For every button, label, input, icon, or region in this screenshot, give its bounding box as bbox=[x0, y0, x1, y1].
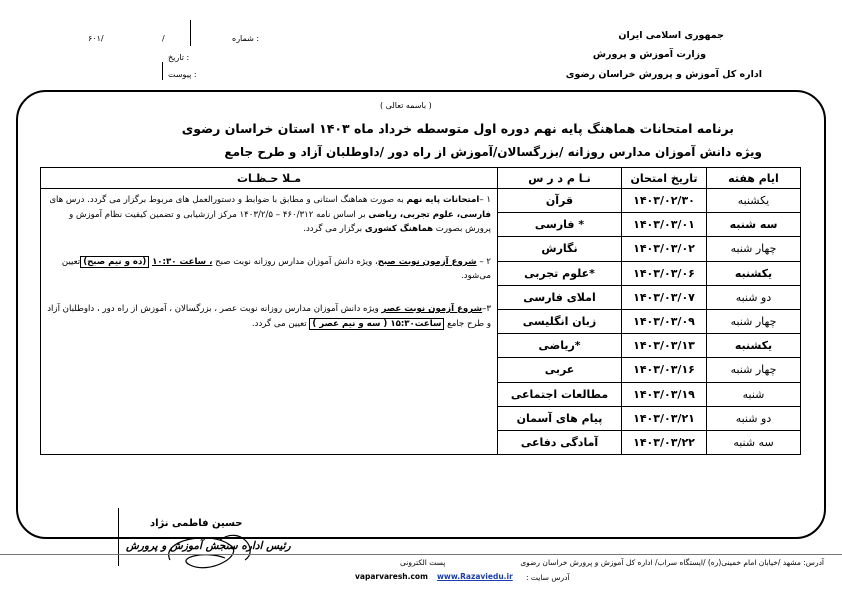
cell-date: ۱۴۰۳/۰۳/۰۹ bbox=[622, 309, 707, 333]
note-2: ۲ – شروع آزمون نوبت صبح، ویژه دانش آموزان مدارس روزانه نوبت صبح ، ساعت ۱۰:۳۰ (ده و نیم صبح)تعیین می‌شود. bbox=[61, 256, 491, 282]
bismillah: ( باسمه تعالی ) bbox=[380, 101, 432, 110]
meta-divider bbox=[162, 62, 163, 80]
cell-date: ۱۴۰۳/۰۳/۰۲ bbox=[622, 237, 707, 261]
cell-lesson: *علوم تجربی bbox=[498, 261, 622, 285]
cell-date: ۱۴۰۳/۰۳/۲۱ bbox=[622, 406, 707, 430]
footer-site-label: آدرس سایت : bbox=[526, 573, 570, 582]
cell-date: ۱۴۰۳/۰۳/۰۱ bbox=[622, 213, 707, 237]
cell-date: ۱۴۰۳/۰۳/۱۹ bbox=[622, 382, 707, 406]
signer-name: حسین فاطمی نژاد bbox=[150, 518, 243, 529]
cell-date: ۱۴۰۳/۰۳/۰۷ bbox=[622, 285, 707, 309]
table-row bbox=[41, 189, 801, 213]
header-date: تاریخ امتحان bbox=[622, 168, 707, 189]
cell-day: چهار شنبه bbox=[707, 309, 801, 333]
footer-email-domain: vaparvaresh.com bbox=[355, 572, 428, 581]
cell-day: دو شنبه bbox=[707, 406, 801, 430]
exam-schedule-table bbox=[40, 167, 801, 455]
cell-lesson: املای فارسی bbox=[498, 285, 622, 309]
page-subtitle: ویژه دانش آموزان مدارس روزانه /بزرگسالان/آموزش از راه دور /داوطلبان آزاد و طرح جامع bbox=[224, 145, 762, 159]
cell-lesson: *ریاضی bbox=[498, 334, 622, 358]
cell-date: ۱۴۰۳/۰۳/۱۳ bbox=[622, 334, 707, 358]
cell-day: شنبه bbox=[707, 382, 801, 406]
footer-address: آدرس: مشهد /خیابان امام خمینی(ره) /ایستگاه سراب/ اداره کل آموزش و پرورش خراسان رضوی bbox=[520, 558, 824, 567]
letter-attachment-label: پیوست : bbox=[168, 70, 197, 79]
letter-number-slash: / bbox=[162, 34, 165, 43]
cell-lesson: * فارسی bbox=[498, 213, 622, 237]
cell-day: سه شنبه bbox=[707, 213, 801, 237]
header-day: ایام هفته bbox=[707, 168, 801, 189]
signature-scribble-icon bbox=[150, 520, 270, 580]
cell-day: یکشنبه bbox=[707, 189, 801, 213]
signature-divider bbox=[118, 508, 119, 566]
header-notes: مـلا حـظـات bbox=[41, 168, 498, 189]
meta-divider bbox=[190, 20, 191, 46]
cell-day: یکشنبه bbox=[707, 261, 801, 285]
footer-email-label: پست الکترونی bbox=[400, 558, 446, 567]
note-3: ۳–شروع آزمون نوبت عصر ویژه دانش آموزان مدارس روزانه نوبت عصر ، بزرگسالان ، آموزش از راه دور ، داوطلبان آزاد و طرح جامع ساعت۱۵:۳۰ ( سه و نیم عصر ) تعیین می گردد. bbox=[47, 303, 491, 329]
letter-date-label: تاریخ : bbox=[168, 53, 190, 62]
header-lesson: نـا م د ر س bbox=[498, 168, 622, 189]
cell-date: ۱۴۰۳/۰۳/۱۶ bbox=[622, 358, 707, 382]
cell-date: ۱۴۰۳/۰۲/۳۰ bbox=[622, 189, 707, 213]
note-1: ۱ –امتحانات پایه نهم به صورت هماهنگ استانی و مطابق با ضوابط و دستورالعمل های مربوط برگزار می گردد. درس های فارسی، علوم تجربی، ریاضی بر اساس نامه ۴۶۰/۳۱۲ – ۱۴۰۳/۲/۵ مرکز ارزشیابی و تضمین کیفیت نظام آموزش و پرورش بصورت هماهنگ کشوری برگزار می گردد. bbox=[49, 195, 491, 235]
letterhead-ministry: وزارت آموزش و پرورش bbox=[592, 49, 706, 60]
cell-lesson: پیام های آسمان bbox=[498, 406, 622, 430]
cell-date: ۱۴۰۳/۰۳/۲۲ bbox=[622, 430, 707, 454]
cell-lesson: زبان انگلیسی bbox=[498, 309, 622, 333]
cell-day: چهار شنبه bbox=[707, 237, 801, 261]
footer-rule bbox=[0, 554, 842, 555]
page-title: برنامه امتحانات هماهنگ پایه نهم دوره اول متوسطه خرداد ماه ۱۴۰۳ استان خراسان رضوی bbox=[181, 121, 734, 136]
letterhead-country: جمهوری اسلامی ایران bbox=[618, 30, 724, 41]
cell-lesson: قرآن bbox=[498, 189, 622, 213]
letterhead-directorate: اداره کل آموزش و پرورش خراسان رضوی bbox=[565, 69, 762, 80]
table-header-row bbox=[41, 168, 801, 189]
cell-day: چهار شنبه bbox=[707, 358, 801, 382]
footer-site-link[interactable]: www.Razaviedu.ir bbox=[437, 572, 513, 581]
cell-day: دو شنبه bbox=[707, 285, 801, 309]
cell-lesson: مطالعات اجتماعی bbox=[498, 382, 622, 406]
signer-role: رئیس اداره سنجش آموزش و پرورش bbox=[126, 540, 291, 552]
letter-number-value: ۶۰۱/ bbox=[88, 34, 104, 43]
cell-lesson: آمادگی دفاعی bbox=[498, 430, 622, 454]
cell-lesson: نگارش bbox=[498, 237, 622, 261]
cell-day: یکشنبه bbox=[707, 334, 801, 358]
letter-number-label: شماره : bbox=[232, 34, 260, 43]
cell-day: سه شنبه bbox=[707, 430, 801, 454]
cell-date: ۱۴۰۳/۰۳/۰۶ bbox=[622, 261, 707, 285]
notes-cell bbox=[41, 189, 498, 455]
cell-lesson: عربی bbox=[498, 358, 622, 382]
